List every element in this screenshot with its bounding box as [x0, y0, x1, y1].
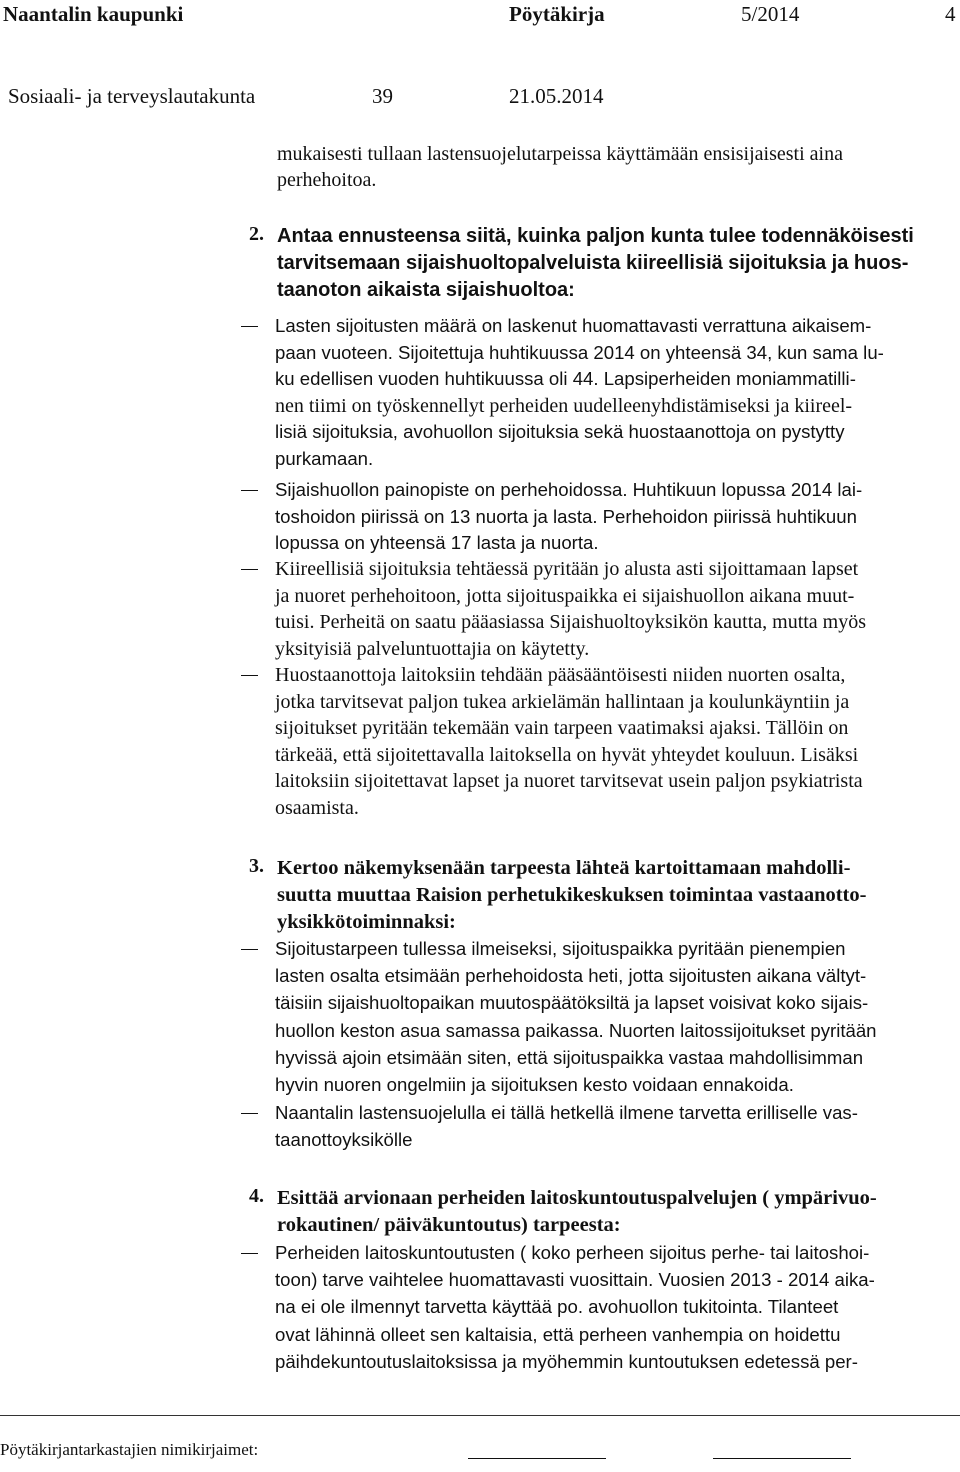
bullet-text-line: yksityisiä palveluntuottajia on käytetty. — [275, 637, 590, 660]
bullet-text-line: hyvissä ajoin etsimään siten, että sijoituspaikka vastaa mahdollisimman — [275, 1046, 864, 1068]
bullet-text-line: Kiireellisiä sijoituksia tehtäessä pyritään jo alusta asti sijoittamaan lapset — [275, 558, 859, 580]
bullet-text-line: täisiin sijaishuoltopaikan muutospäätöksiltä ja lapset voisivat koko sijais- — [275, 992, 869, 1014]
bullet-text-line: taanottoyksiköllе — [275, 1129, 413, 1151]
bullet-dash — [241, 1113, 258, 1114]
bullet-text-line: na ei ole ilmennyt tarvetta käyttää po. avohuollon tukitointa. Tilanteet — [275, 1296, 839, 1318]
bullet-text-line: hyvin nuoren ongelmiin ja sijoituksen kesto voidaan ennakoida. — [275, 1074, 794, 1095]
bullet-text-line: Lasten sijoitusten määrä on laskenut huomattavasti verrattuna aikaisem- — [275, 315, 872, 336]
bullet-text-line: Sijaishuollon painopiste on perhehoidossa. Huhtikuun lopussa 2014 lai- — [275, 479, 863, 500]
section-heading-line: yksikkötoiminnaksi: — [277, 911, 456, 933]
bullet-text-line: purkamaan. — [275, 447, 374, 469]
bullet-dash — [241, 1253, 258, 1254]
section-heading-line: Antaa ennusteensa siitä, kuinka paljon kunta tulee todennäköisesti — [277, 225, 914, 247]
bullet-text-line: huollon keston asua samassa paikassa. Nuorten laitossijoitukset pyritään — [275, 1019, 877, 1041]
bullet-dash — [241, 490, 258, 491]
bullet-text-line: Perheiden laitoskuntoutusten ( koko perheen sijoitus perhe- tai laitoshoi- — [275, 1242, 870, 1263]
bullet-text-line: nen tiimi on työskennellyt perheiden uudelleenyhdistämiseksi ja kiireel- — [275, 394, 853, 417]
intro-line: perhehoitoa. — [277, 169, 377, 191]
section-number-label: 2. — [249, 223, 264, 245]
bullet-text-line: lasten osalta etsimään perhehoidosta heti, jotta sijoitusten aikana vältyt- — [275, 965, 867, 987]
bullet-dash — [241, 675, 258, 676]
bullet-text-line: tuisi. Perheitä on saatu pääasiassa Sijaishuoltoyksikön kautta, mutta myös — [275, 611, 867, 633]
meeting-date: 21.05.2014 — [509, 84, 604, 108]
section-number: 39 — [372, 84, 393, 108]
initials-line-1 — [468, 1458, 606, 1459]
bullet-text-line: ja nuoret perhehoitoon, jotta sijoituspaikka ei sijaishuollon aikana muut- — [275, 584, 855, 607]
bullet-text-line: Huostaanottoja laitoksiin tehdään pääsääntöisesti niiden nuorten osalta, — [275, 664, 846, 686]
bullet-text-line: Sijoitustarpeen tullessa ilmeiseksi, sijoituspaikka pyritään pienempien — [275, 938, 846, 959]
bullet-text-line: paan vuoteen. Sijoitettuja huhtikuussa 2014 on yhteensä 34, kun sama lu- — [275, 341, 884, 363]
initials-line-2 — [713, 1458, 851, 1459]
bullet-text-line: laitoksiin sijoitettavat lapset ja nuoret tarvitsevat usein paljon psykiatrista — [275, 770, 863, 792]
bullet-text-line: osaamista. — [275, 796, 359, 819]
section-heading-line: rokautinen/ päiväkuntoutus) tarpeesta: — [277, 1214, 621, 1236]
bullet-text-line: lopussa on yhteensä 17 lasta ja nuorta. — [275, 532, 599, 553]
bullet-text-line: jotka tarvitsevat paljon tukea arkielämän hallintaan ja koulunkäyntiin ja — [275, 690, 850, 713]
bullet-dash — [241, 949, 258, 950]
section-number-label: 3. — [249, 855, 264, 877]
document-type: Pöytäkirja — [509, 2, 605, 26]
bullet-text-line: toon) tarve vaihtelee huomattavasti vuosittain. Vuosien 2013 - 2014 aika- — [275, 1269, 875, 1291]
section-heading-line: taanoton aikaista sijaishuoltoa: — [277, 279, 575, 301]
bullet-text-line: sijoitukset pyritään tekemään vain tarpeen vaatimaksi ajaksi. Tällöin on — [275, 717, 849, 739]
footer-divider — [0, 1415, 960, 1416]
section-number-label: 4. — [249, 1185, 264, 1207]
footer-initials-label: Pöytäkirjantarkastajien nimikirjaimet: — [0, 1440, 259, 1459]
document-number: 5/2014 — [741, 2, 800, 26]
bullet-dash — [241, 569, 258, 570]
section-heading-line: tarvitsemaan sijaishuoltopalveluista kiireellisiä sijoituksia ja huos- — [277, 252, 909, 274]
bullet-text-line: ovat lähinnä olleet sen kaltaisia, että perheen vanhempia on hoidettu — [275, 1323, 841, 1345]
bullet-text-line: lisiä sijoituksia, avohuollon sijoituksia sekä huostaanottoja on pystytty — [275, 421, 845, 442]
bullet-dash — [241, 326, 258, 327]
page-number: 4 — [945, 2, 956, 26]
intro-line: mukaisesti tullaan lastensuojelutarpeissa käyttämään ensisijaisesti aina — [277, 143, 843, 165]
municipality-name: Naantalin kaupunki — [3, 2, 184, 26]
bullet-text-line: ku edellisen vuoden huhtikuussa oli 44. Lapsiperheiden moniammatilli- — [275, 368, 856, 389]
section-heading-line: Kertoo näkemyksenään tarpeesta lähteä kartoittamaan mahdolli- — [277, 857, 851, 879]
bullet-text-line: tärkeää, että sijoitettavalla laitoksella on hyvät yhteydet kouluun. Lisäksi — [275, 743, 859, 766]
section-heading-line: suutta muuttaa Raision perhetukikeskuksen toimintaa vastaanotto- — [277, 884, 867, 906]
committee-name: Sosiaali- ja terveyslautakunta — [8, 84, 256, 108]
bullet-text-line: Naantalin lastensuojelulla ei tällä hetkellä ilmene tarvetta erilliselle vas- — [275, 1102, 858, 1123]
bullet-text-line: päihdekuntoutuslaitoksissa ja myöhemmin kuntoutuksen edetessä per- — [275, 1350, 858, 1372]
bullet-text-line: toshoidon piirissä on 13 nuorta ja lasta. Perhehoidon piirissä huhtikuun — [275, 505, 857, 527]
section-heading-line: Esittää arvionaan perheiden laitoskuntoutuspalvelujen ( ympärivuo- — [277, 1187, 877, 1209]
